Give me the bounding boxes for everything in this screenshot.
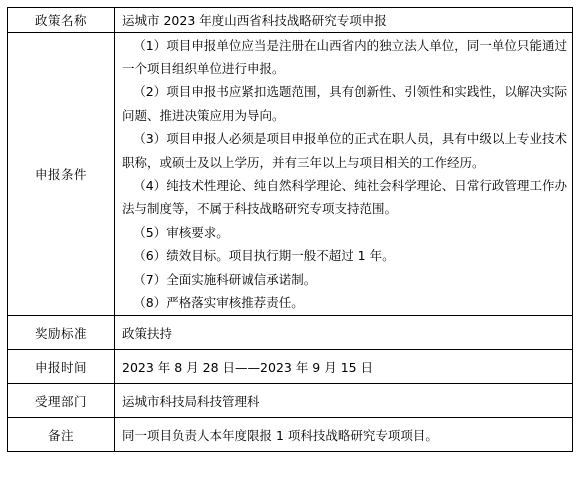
condition-item-4: （4）纯技术性理论、纯自然科学理论、纯社会科学理论、日常行政管理工作办法与制度等，不属于科技战略研究专项支持范围。 (122, 178, 567, 217)
table-row-policy-name (8, 8, 573, 33)
policy-name-value: 运城市 2023 年度山西省科技战略研究专项申报 (115, 8, 573, 33)
condition-item-7: （7）全面实施科研诚信承诺制。 (133, 271, 317, 287)
table-row-reward (8, 316, 573, 350)
condition-item-8: （8）严格落实审核推荐责任。 (133, 295, 304, 311)
condition-item-3: （3）项目申报人必须是项目申报单位的正式在职人员，具有中级以上专业技术职称，或硕士及以上学历，并有三年以上与项目相关的工作经历。 (122, 131, 567, 170)
condition-item-2: （2）项目申报书应紧扣选题范围，具有创新性、引领性和实践性，以解决实际问题、推进决策应用为导向。 (122, 84, 567, 123)
table-row-remark (8, 418, 573, 452)
remark-value: 同一项目负责人本年度限报 1 项科技战略研究专项项目。 (115, 418, 573, 452)
reward-label: 奖励标准 (8, 316, 115, 350)
department-value: 运城市科技局科技管理科 (115, 384, 573, 418)
remark-label: 备注 (8, 418, 115, 452)
reward-value: 政策扶持 (115, 316, 573, 350)
condition-item-5: （5）审核要求。 (133, 224, 229, 240)
policy-table (7, 7, 573, 452)
policy-table-frame (7, 7, 573, 452)
policy-name-label: 政策名称 (8, 8, 115, 33)
condition-item-6: （6）绩效目标。项目执行期一般不超过 1 年。 (133, 248, 395, 264)
conditions-label: 申报条件 (8, 33, 115, 316)
department-label: 受理部门 (8, 384, 115, 418)
condition-item-1: （1）项目申报单位应当是注册在山西省内的独立法人单位，同一单位只能通过一个项目组织单位进行申报。 (122, 37, 567, 76)
table-row-department (8, 384, 573, 418)
table-row-conditions (8, 33, 573, 316)
table-row-apply-time (8, 350, 573, 384)
conditions-value (115, 33, 573, 316)
conditions-list (122, 34, 567, 315)
apply-time-value: 2023 年 8 月 28 日——2023 年 9 月 15 日 (115, 350, 573, 384)
apply-time-label: 申报时间 (8, 350, 115, 384)
